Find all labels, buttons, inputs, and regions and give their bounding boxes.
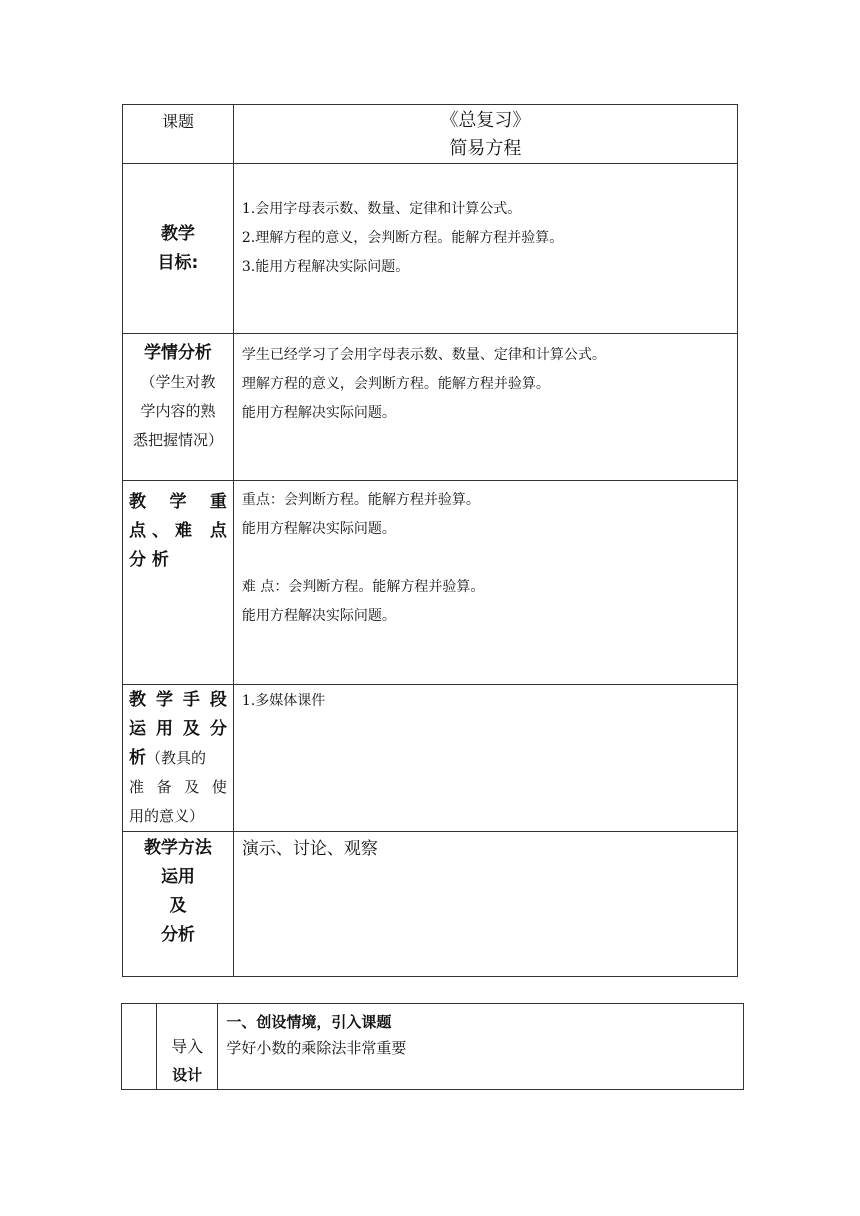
objectives-label-line-2: 目标: bbox=[157, 252, 199, 273]
teaching-methods-label-line-3: 及 bbox=[169, 896, 187, 916]
teaching-means-row bbox=[123, 685, 738, 832]
learner-analysis-line: 能用方程解决实际问题。 bbox=[241, 405, 396, 421]
teaching-means-value-cell bbox=[233, 685, 737, 832]
key-points-label-line-1: 教 学 重 bbox=[129, 492, 227, 512]
difficulty-line: 能用方程解决实际问题。 bbox=[241, 608, 396, 624]
topic-subtitle: 简易方程 bbox=[449, 138, 522, 159]
intro-design-text: 学好小数的乘除法非常重要 bbox=[226, 1039, 407, 1057]
key-points-value-cell bbox=[233, 481, 737, 685]
learner-analysis-line: 学生已经学习了会用字母表示数、数量、定律和计算公式。 bbox=[241, 347, 606, 363]
teaching-means-label-line-4: 准 备 及 使 bbox=[129, 778, 227, 796]
learner-analysis-line: 理解方程的意义，会判断方程。能解方程并验算。 bbox=[241, 376, 550, 392]
key-points-label-cell bbox=[123, 481, 234, 685]
teaching-methods-value-cell bbox=[233, 832, 737, 977]
lesson-plan-table bbox=[122, 104, 738, 977]
objectives-row bbox=[123, 164, 738, 334]
intro-design-label-cell bbox=[156, 1004, 218, 1090]
topic-label: 课题 bbox=[161, 112, 194, 131]
topic-title: 《总复习》 bbox=[440, 110, 531, 131]
key-points-row bbox=[123, 481, 738, 685]
topic-row bbox=[123, 105, 738, 164]
topic-label-cell bbox=[123, 105, 234, 164]
intro-design-value-cell bbox=[218, 1004, 744, 1090]
intro-design-heading: 一、创设情境，引入课题 bbox=[226, 1013, 392, 1031]
objective-item: 1.会用字母表示数、数量、定律和计算公式。 bbox=[241, 201, 522, 217]
learner-analysis-label-cell bbox=[123, 334, 234, 481]
key-point-line: 能用方程解决实际问题。 bbox=[241, 521, 396, 537]
teaching-methods-label-line-2: 运用 bbox=[160, 867, 195, 887]
teaching-means-label-cell bbox=[123, 685, 234, 832]
teaching-means-label-note: （教具的 bbox=[146, 749, 207, 767]
objective-item: 3.能用方程解决实际问题。 bbox=[241, 259, 410, 275]
learner-analysis-note-line-1: （学生对教 bbox=[140, 373, 216, 391]
learner-analysis-value-cell bbox=[233, 334, 737, 481]
intro-design-label-line-2: 设计 bbox=[172, 1066, 203, 1084]
teaching-methods-label-line-1: 教学方法 bbox=[143, 838, 212, 858]
key-point-line: 重点：会判断方程。能解方程并验算。 bbox=[241, 492, 480, 508]
teaching-methods-row bbox=[123, 832, 738, 977]
teaching-means-label-line-5: 用的意义） bbox=[129, 807, 205, 825]
learner-analysis-note-line-3: 悉把握情况） bbox=[132, 431, 223, 449]
teaching-means-label-line-3 bbox=[123, 744, 233, 773]
objective-item: 2.理解方程的意义，会判断方程。能解方程并验算。 bbox=[241, 230, 564, 246]
intro-design-row bbox=[122, 1004, 744, 1090]
teaching-methods-label-cell bbox=[123, 832, 234, 977]
teaching-methods-label-line-4: 分析 bbox=[160, 925, 195, 945]
lesson-design-table bbox=[121, 1003, 744, 1090]
key-point-blank-line bbox=[242, 544, 737, 573]
teaching-means-line: 1.多媒体课件 bbox=[241, 693, 326, 709]
learner-analysis-row bbox=[123, 334, 738, 481]
teaching-methods-value: 演示、讨论、观察 bbox=[241, 839, 378, 859]
difficulty-line: 难 点：会判断方程。能解方程并验算。 bbox=[241, 579, 485, 595]
objectives-value-cell bbox=[233, 164, 737, 334]
teaching-means-label-line-2: 运 用 及 分 bbox=[129, 719, 227, 739]
objectives-label-cell bbox=[123, 164, 234, 334]
objectives-label-line-1: 教学 bbox=[160, 223, 195, 244]
teaching-means-label-line-1: 教学手段 bbox=[129, 690, 227, 710]
topic-value-cell bbox=[233, 105, 737, 164]
learner-analysis-label: 学情分析 bbox=[143, 343, 212, 363]
teaching-means-label-bold: 析 bbox=[129, 748, 146, 768]
key-points-label-line-2: 点、难 点 bbox=[129, 521, 227, 541]
learner-analysis-note-line-2: 学内容的熟 bbox=[140, 402, 216, 420]
key-points-label-line-3: 分 析 bbox=[129, 550, 169, 570]
design-blank-cell bbox=[122, 1004, 157, 1090]
intro-design-label-line-1: 导入 bbox=[171, 1037, 204, 1056]
